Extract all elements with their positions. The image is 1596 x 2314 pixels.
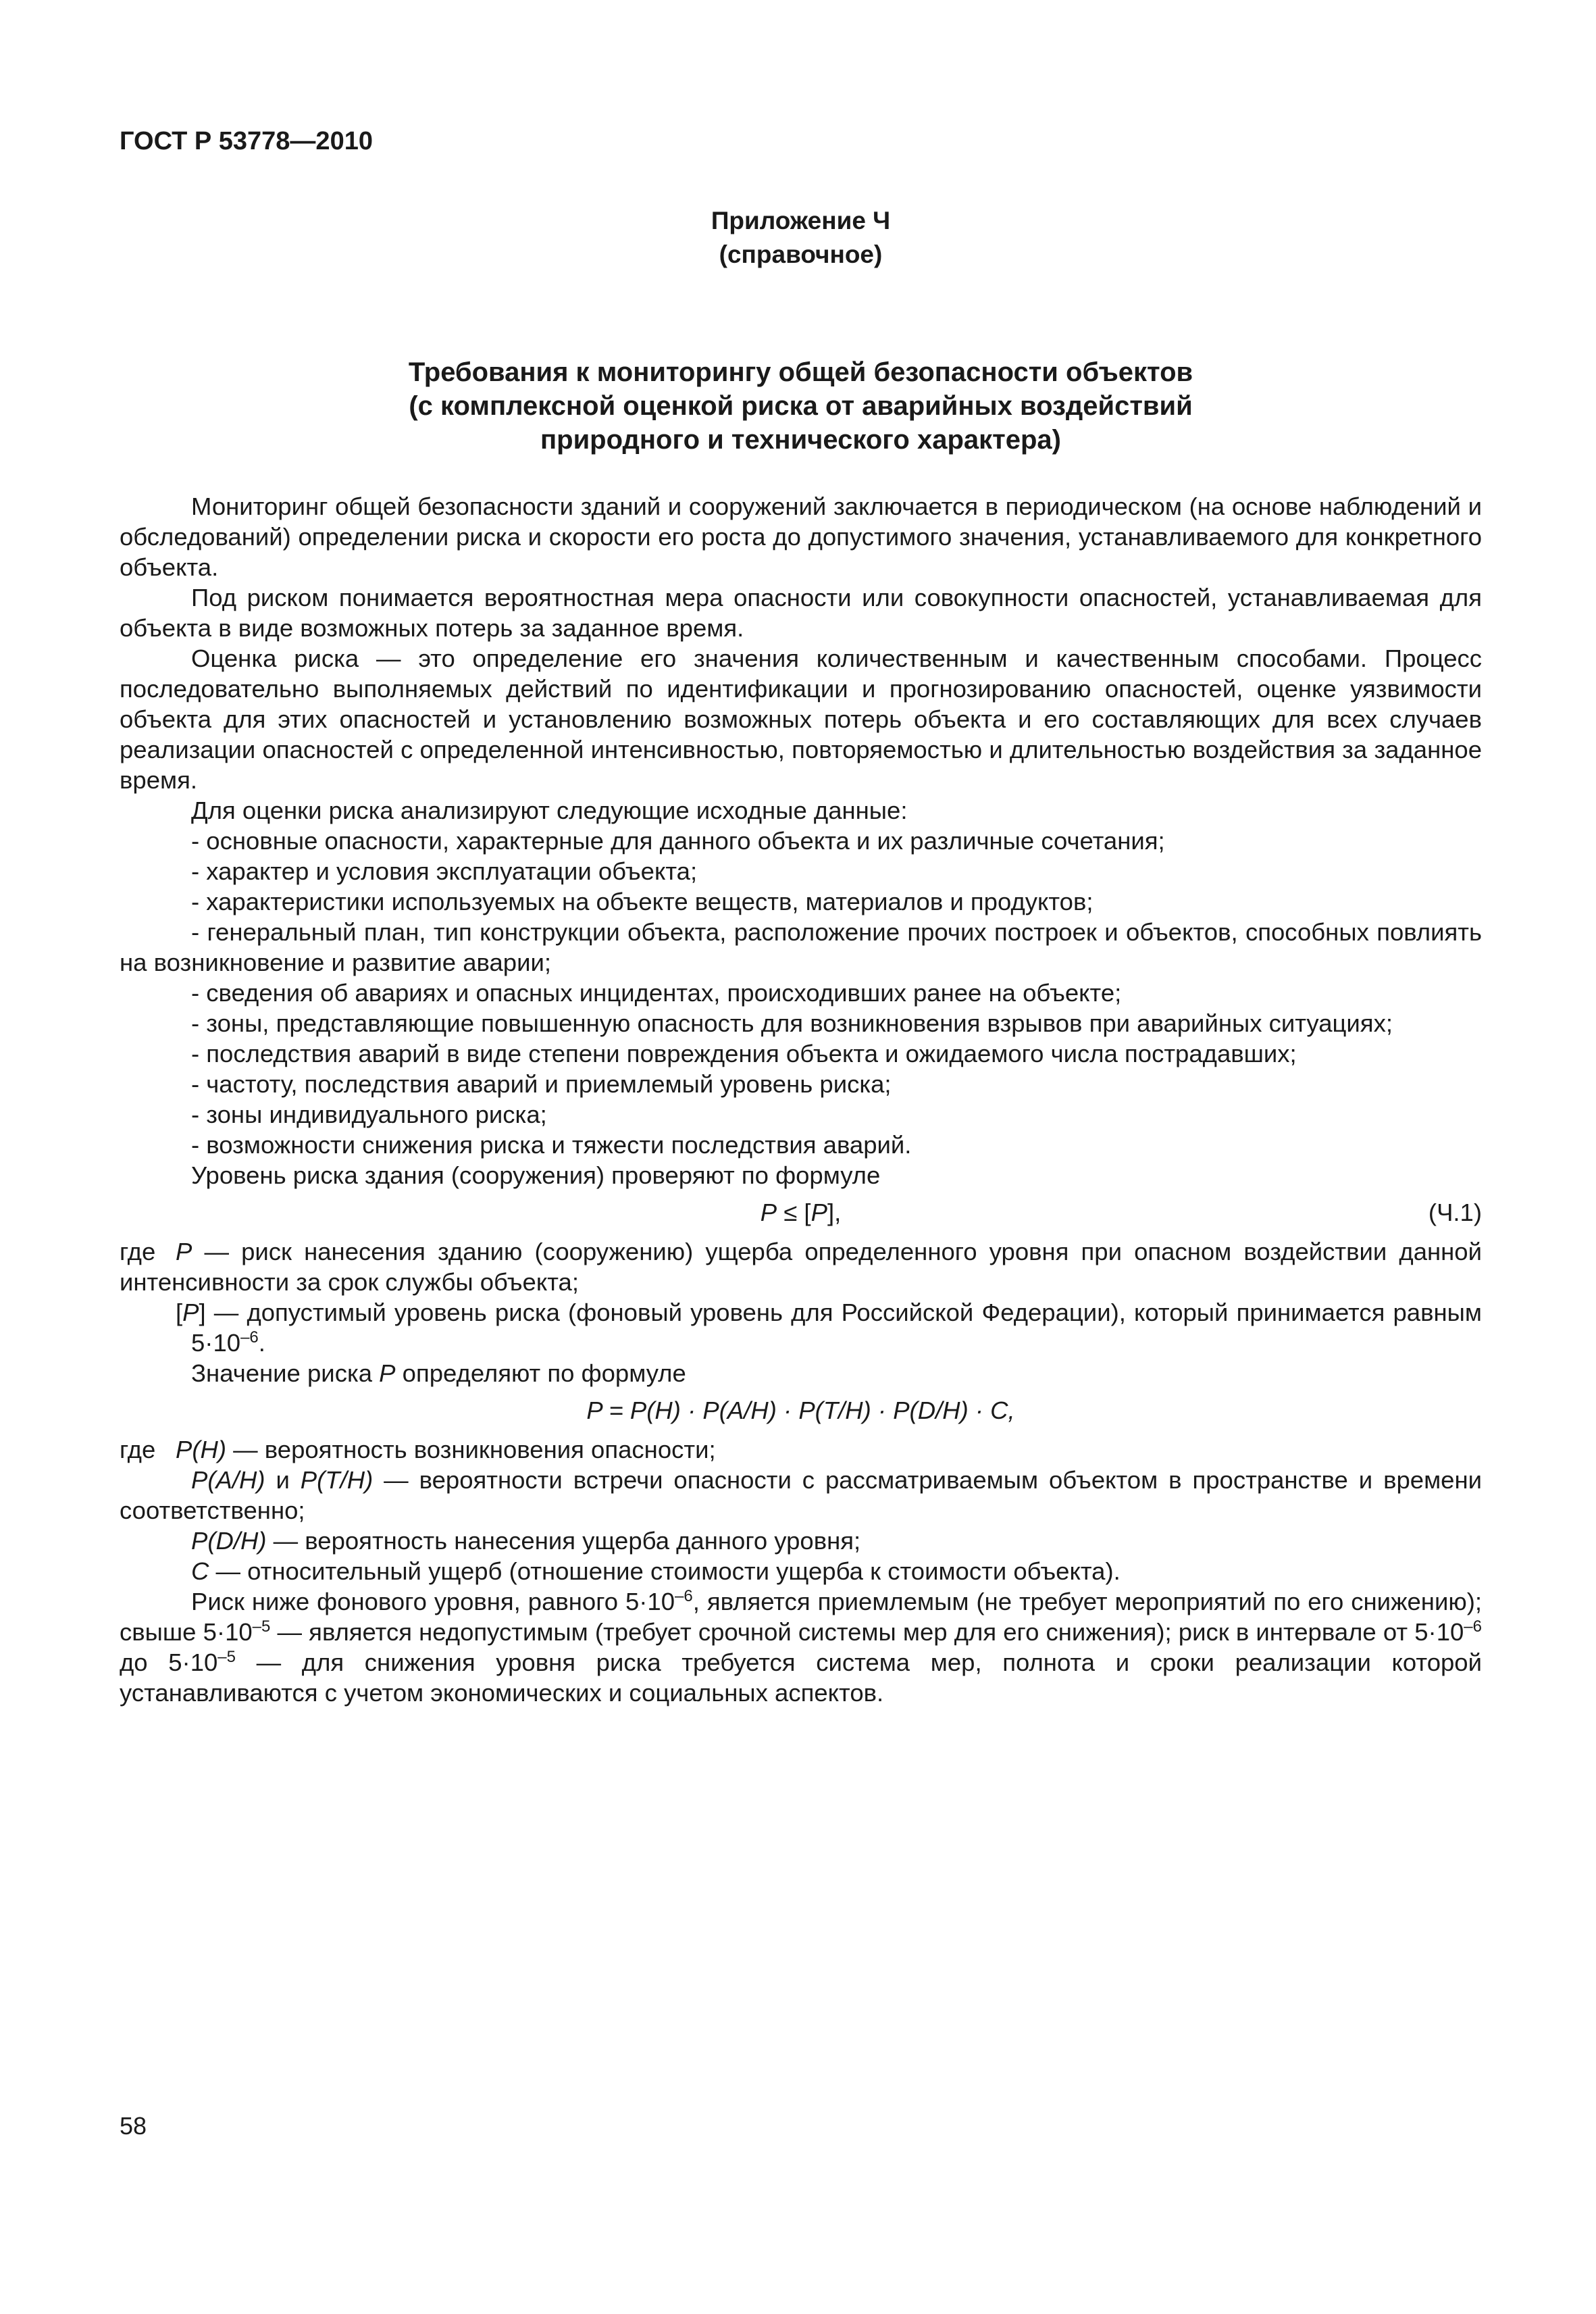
formula-symbol: P(H) bbox=[176, 1436, 227, 1463]
definition-text: — риск нанесения зданию (сооружению) ущерба определенного уровня при опасном воздействии данной интенсивности за срок службы объекта; bbox=[120, 1238, 1482, 1296]
formula-symbol: P bbox=[379, 1359, 396, 1387]
section-title bbox=[120, 355, 1482, 457]
paragraph-risk-assessment: Оценка риска — это определение его значения количественным и качественным способами. Процесс последовательно выполняемых действий по идентификации и прогнозированию опасностей, оценке уязвимости объекта для этих опасностей и установлению возможных потерь объекта и его составляющих для всех случаев реализации опасностей с определенной интенсивностью, повторяемостью и длительностью воздействия за заданное время. bbox=[120, 645, 1482, 794]
definition-C bbox=[120, 1556, 1482, 1586]
formula-ch1 bbox=[120, 1193, 1482, 1232]
paragraph-risk-levels: Риск ниже фонового уровня, равного $5\cdot 10^{-6}$, является приемлемым (не требует мероприятий по его снижению); свыше $5\cdot 10^{-5}$ — является недопустимым (требует срочной системы мер для его снижения); риск в интервале от $5\cdot 10^{-6}$ до $5\cdot 10^{-5}$ — для снижения уровня риска требуется система мер, полнота и сроки реализации которой устанавливаются с учетом экономических и социальных аспектов. bbox=[120, 1586, 1482, 1707]
exponent: –6 bbox=[240, 1328, 259, 1347]
exponent: –6 bbox=[675, 1586, 693, 1605]
paragraph-input-data: Для оценки риска анализируют следующие исходные данные: bbox=[191, 797, 908, 824]
formula-operator: [ bbox=[176, 1299, 183, 1326]
formula-risk-product bbox=[120, 1391, 1482, 1430]
page-number: 58 bbox=[120, 2112, 147, 2140]
list-item: - характер и условия эксплуатации объекта; bbox=[191, 857, 698, 885]
where-label: где bbox=[120, 1436, 156, 1463]
definition-PDH bbox=[120, 1526, 1482, 1556]
title-line-3: природного и технического характера) bbox=[540, 425, 1061, 455]
list-item: - зоны, представляющие повышенную опасность для возникновения взрывов при аварийных ситуациях; bbox=[191, 1009, 1393, 1037]
exponent: –5 bbox=[217, 1647, 236, 1666]
paragraph-formula-intro: Уровень риска здания (сооружения) проверяют по формуле bbox=[191, 1161, 881, 1189]
definition-PAH-PTH: P(A/H) и P(T/H) — вероятности встречи опасности с рассматриваемым объектом в пространстве и времени соответственно; bbox=[120, 1466, 1483, 1524]
appendix-status: (справочное) bbox=[719, 241, 883, 268]
definition-text: — вероятности встречи опасности с рассматриваемым объектом в пространстве и времени соответственно; bbox=[120, 1466, 1483, 1524]
title-line-1: Требования к мониторингу общей безопасности объектов bbox=[408, 357, 1193, 387]
formula-symbol: P(A/H) bbox=[191, 1466, 265, 1494]
formula-symbol: P bbox=[182, 1299, 199, 1326]
list-item: - частоту, последствия аварий и приемлемый уровень риска; bbox=[191, 1070, 892, 1098]
list-item: - последствия аварий в виде степени повреждения объекта и ожидаемого числа пострадавших; bbox=[191, 1040, 1297, 1067]
paragraph-formula-intro-2: Значение риска P определяют по формуле bbox=[191, 1359, 686, 1387]
definition-P bbox=[120, 1236, 1482, 1297]
formula-symbol: P bbox=[760, 1199, 777, 1226]
list-item: - основные опасности, характерные для данного объекта и их различные сочетания; bbox=[191, 827, 1165, 855]
formula-number: (Ч.1) bbox=[1428, 1199, 1482, 1226]
document-body bbox=[120, 491, 1482, 1708]
list-item: - генеральный план, тип конструкции объекта, расположение прочих построек и объектов, способных повлиять на возникновение и развитие аварии; bbox=[120, 918, 1482, 976]
where-label: где bbox=[120, 1238, 156, 1265]
list-item: - зоны индивидуального риска; bbox=[191, 1101, 547, 1128]
paragraph-risk-definition: Под риском понимается вероятностная мера опасности или совокупности опасностей, устанавливаемая для объекта в виде возможных потерь за заданное время. bbox=[120, 584, 1482, 642]
exponent: –5 bbox=[252, 1617, 271, 1636]
title-line-2: (с комплексной оценкой риска от аварийных воздействий bbox=[409, 391, 1193, 421]
definition-text: — вероятность возникновения опасности; bbox=[226, 1436, 716, 1463]
formula-symbol: C bbox=[191, 1557, 209, 1585]
formula-operator: ], bbox=[827, 1199, 842, 1226]
definition-text: — вероятность нанесения ущерба данного уровня; bbox=[266, 1527, 861, 1555]
formula-operator: ≤ [ bbox=[777, 1199, 811, 1226]
definition-text: — относительный ущерб (отношение стоимости ущерба к стоимости объекта). bbox=[209, 1557, 1121, 1585]
formula-symbol: P bbox=[176, 1238, 192, 1265]
definition-PH bbox=[120, 1434, 1482, 1465]
formula-symbol: P(D/H) bbox=[191, 1527, 267, 1555]
list-item: - сведения об авариях и опасных инцидентах, происходивших ранее на объекте; bbox=[191, 979, 1122, 1007]
appendix-label: Приложение Ч bbox=[711, 207, 891, 234]
formula-symbol: P bbox=[810, 1199, 827, 1226]
list-item: - возможности снижения риска и тяжести последствия аварий. bbox=[191, 1131, 912, 1159]
exponent: –6 bbox=[1464, 1617, 1482, 1636]
paragraph-monitoring: Мониторинг общей безопасности зданий и сооружений заключается в периодическом (на основе наблюдений и обследований) определении риска и скорости его роста до допустимого значения, устанавливаемого для конкретного объекта. bbox=[120, 493, 1482, 581]
appendix-heading bbox=[120, 204, 1482, 272]
definition-P-allowed: [P] — допустимый уровень риска (фоновый уровень для Российской Федерации), который принимается равным $5\cdot 10^{-6}$. bbox=[176, 1299, 1482, 1357]
formula-expression: P = P(H) · P(A/H) · P(T/H) · P(D/H) · C, bbox=[586, 1397, 1015, 1424]
list-item: - характеристики используемых на объекте веществ, материалов и продуктов; bbox=[191, 888, 1093, 915]
document-header: ГОСТ Р 53778—2010 bbox=[120, 127, 373, 155]
formula-symbol: P(T/H) bbox=[300, 1466, 374, 1494]
definition-text: ] — допустимый уровень риска (фоновый уровень для Российской Федерации), который принимается равным 5·10 bbox=[191, 1299, 1482, 1357]
